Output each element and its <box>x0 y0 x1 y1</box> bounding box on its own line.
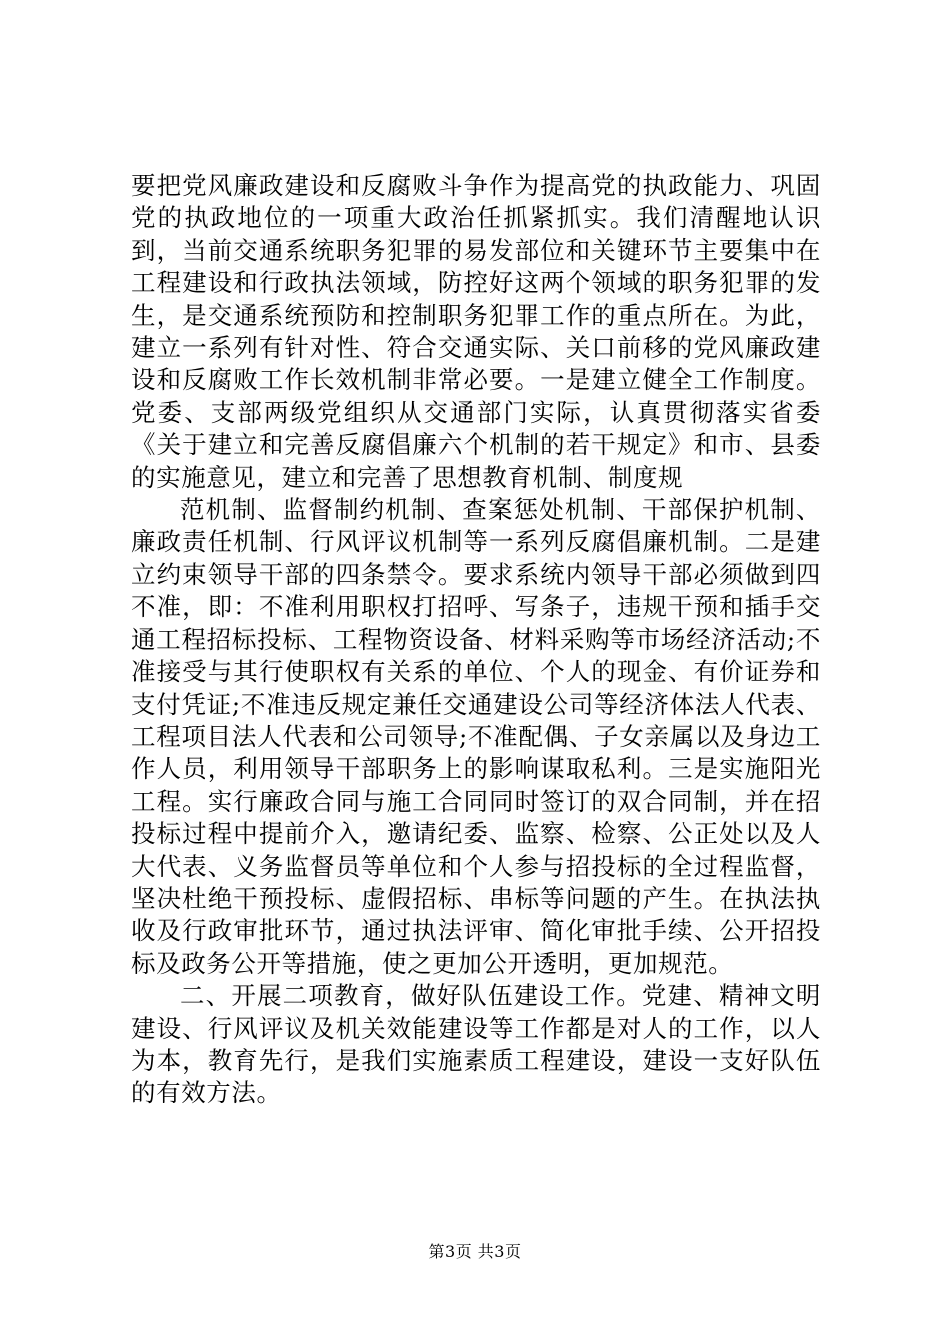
paragraph-1: 要把党风廉政建设和反腐败斗争作为提高党的执政能力、巩固党的执政地位的一项重大政治任抓紧抓实。我们清醒地认识到，当前交通系统职务犯罪的易发部位和关键环节主要集中在工程建设和行政执法领域，防控好这两个领域的职务犯罪的发生，是交通系统预防和控制职务犯罪工作的重点所在。为此，建立一系列有针对性、符合交通实际、关口前移的党风廉政建设和反腐败工作长效机制非常必要。一是建立健全工作制度。党委、支部两级党组织从交通部门实际，认真贯彻落实省委《关于建立和完善反腐倡廉六个机制的若干规定》和市、县委的实施意见，建立和完善了思想教育机制、制度规 <box>131 171 821 492</box>
document-body <box>131 170 821 1110</box>
page-footer: 第3页 共3页 <box>428 1242 522 1261</box>
paragraph-3: 二、开展二项教育，做好队伍建设工作。党建、精神文明建设、行风评议及机关效能建设等工作都是对人的工作，以人为本，教育先行，是我们实施素质工程建设，建设一支好队伍的有效方法。 <box>131 981 821 1108</box>
paragraph-2: 范机制、监督制约机制、查案惩处机制、干部保护机制、廉政责任机制、行风评议机制等一系列反腐倡廉机制。二是建立约束领导干部的四条禁令。要求系统内领导干部必须做到四不准，即：不准利用职权打招呼、写条子，违规干预和插手交通工程招标投标、工程物资设备、材料采购等市场经济活动;不准接受与其行使职权有关系的单位、个人的现金、有价证券和支付凭证;不准违反规定兼任交通建设公司等经济体法人代表、工程项目法人代表和公司领导;不准配偶、子女亲属以及身边工作人员，利用领导干部职务上的影响谋取私利。三是实施阳光工程。实行廉政合同与施工合同同时签订的双合同制，并在招投标过程中提前介入，邀请纪委、监察、检察、公正处以及人大代表、义务监督员等单位和个人参与招投标的全过程监督，坚决杜绝干预投标、虚假招标、串标等问题的产生。在执法执收及行政审批环节，通过执法评审、简化审批手续、公开招投标及政务公开等措施，使之更加公开透明，更加规范。 <box>131 495 821 978</box>
